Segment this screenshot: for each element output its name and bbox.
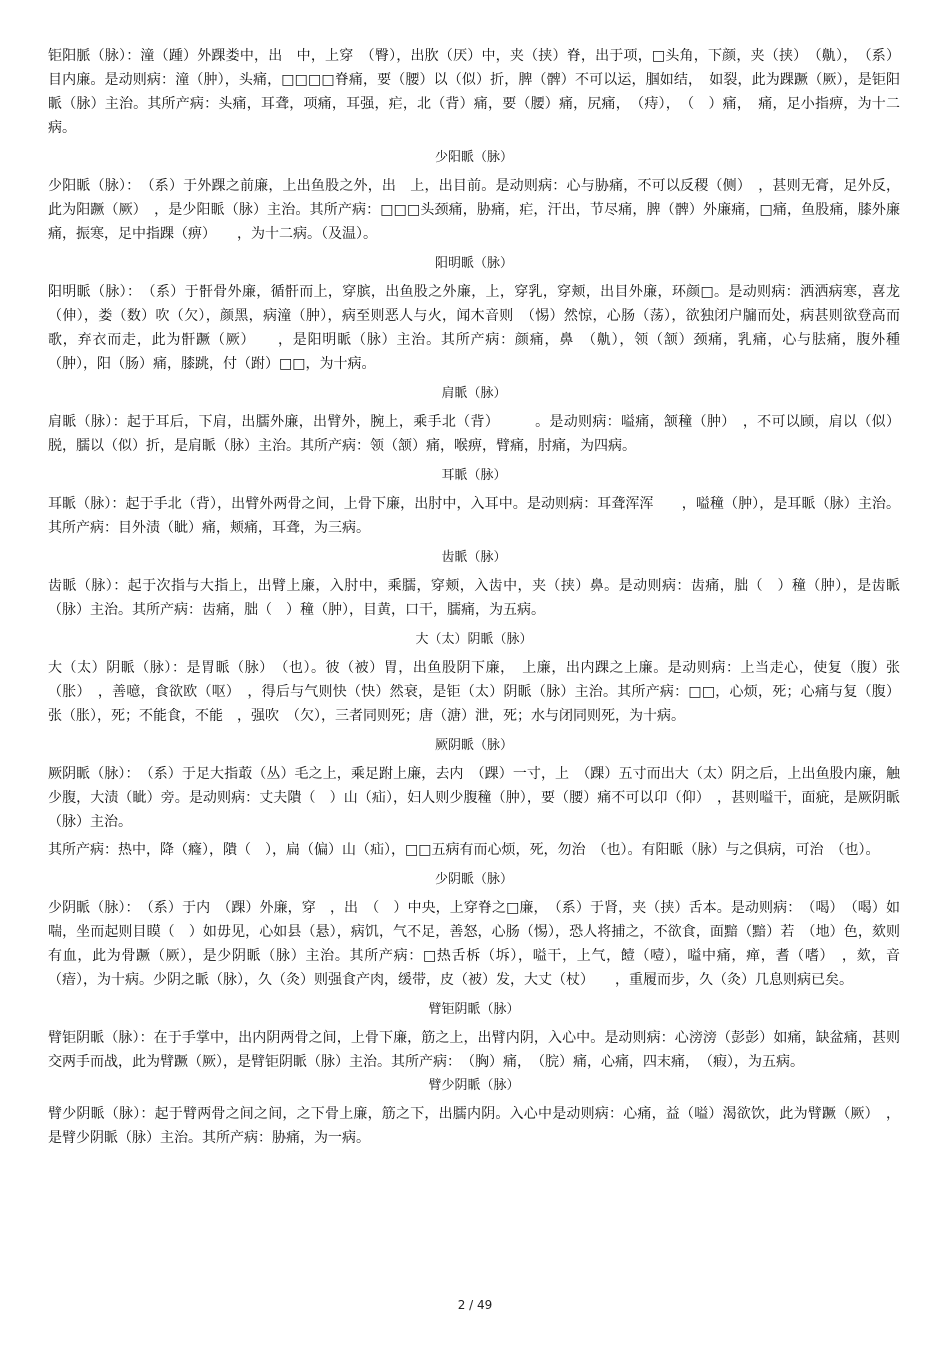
section-taiyin	[48, 630, 900, 728]
section-heading: 齿眽（脉）	[441, 550, 507, 565]
paragraph: 厥阴眽（脉）： （系）于足大指菆（丛）毛之上，乘足跗上廉，去内 （踝）一寸，上 （踝）五寸而出大（太）阴之后，上出鱼股内廉，触少腹，大渍（眦）旁。是动则病：丈夫隤（ ）山（疝），妇人则少腹穜（肿），要（腰）痛不可以卬（仰） ，甚则嗌干，面疵，是厥阴眽（脉）主治。	[48, 766, 900, 830]
section-heading: 少阴眽（脉）	[434, 872, 513, 887]
section-heading: 大（太）阴眽（脉）	[415, 632, 533, 647]
paragraph: 其所产病：热中，降（癃），隤（ ），扁（偏）山（疝），□□五病有而心烦，死，勿治 （也）。有阳眽（脉）与之俱病，可治 （也）。	[48, 842, 880, 858]
section-bi-shaoyin	[48, 1076, 900, 1150]
section-heading: 少阳眽（脉）	[434, 150, 513, 165]
paragraph: 臂少阴眽（脉）：起于臂两骨之间之间，之下骨上廉，筋之下，出臑内阴。入心中是动则病：心痛，益（嗌）渴欲饮，此为臂蹶（厥） ，是臂少阴眽（脉）主治。其所产病：胁痛，为一病。	[48, 1106, 900, 1146]
document-page	[48, 44, 900, 1150]
section-heading: 厥阴眽（脉）	[434, 738, 513, 753]
section-er	[48, 466, 900, 540]
paragraph: 钜阳脈（脉）：潼（踵）外踝娄中，出 中，上穿 （臀），出肷（厌）中，夹（挟）脊，出于项，□头角，下颜，夹（挟） （鼽）， （系）目内廉。是动则病：潼（肿），头痛，□□□□脊痛，要（腰）以（似）折，脾（髀）不可以运，腘如结， 如裂，此为踝蹶（厥），是钜阳眽（脉）主治。其所产病：头痛，耳聋，项痛，耳强，疟，北（背）痛，要（腰）痛，尻痛， （痔）， （ ）痛， 痛，足小指痹，为十二病。	[48, 48, 900, 136]
section-yangming	[48, 254, 900, 376]
section-shaoyin	[48, 870, 900, 992]
section-heading: 阳明眽（脉）	[434, 256, 513, 271]
section-shaoyang	[48, 148, 900, 246]
section-jubyang	[48, 44, 900, 140]
section-heading: 耳眽（脉）	[441, 468, 507, 483]
paragraph: 肩眽（脉）：起于耳后，下肩，出臑外廉，出臂外，腕上，乘手北（背） 。是动则病：嗌痛，颔穜（肿） ，不可以顾，肩以（似）脱，臑以（似）折，是肩眽（脉）主治。其所产病：领（颔）痛，喉痹，臂痛，肘痛，为四病。	[48, 414, 900, 454]
section-chi	[48, 548, 900, 622]
section-heading: 臂少阴眽（脉）	[428, 1078, 520, 1093]
paragraph: 大（太）阴眽（脉）：是胃眽（脉） （也）。彼（被）胃，出鱼股阴下廉， 上廉，出内踝之上廉。是动则病：上当走心，使复（腹）张（胀） ，善噫，食欲欧（呕） ，得后与气则快（快）然衰，是钜（太）阴眽（脉）主治。其所产病：□□，心烦，死；心痛与复（腹）张（胀），死；不能食，不能 ，强吹 （欠），三者同则死；唐（溏）泄，死；水与闭同则死，为十病。	[48, 660, 900, 724]
paragraph: 少阴眽（脉）： （系）于内 （踝）外廉，穿 ，出 （ ）中央，上穿脊之□廉， （系）于肾，夹（挟）舌本。是动则病： （喝） （喝）如喘，坐而起则目瞙（ ）如毋见，心如县（悬），病饥，气不足，善怒，心肠（惕），恐人将捕之，不欲食，面黯（黯）若 （地）色，欬则有血，此为骨蹶（厥），是少阴眽（脉）主治。其所产病：□热舌柝（坼），嗌干，上气，饐（噎），嗌中痛，瘅，耆（嗜） ，欬，音（瘖），为十病。少阴之眽（脉），久（灸）则强食产肉，缓带，皮（被）发，大丈（杖） ，重履而步，久（灸）几息则病已矣。	[48, 900, 900, 988]
section-bi-juyin	[48, 1000, 900, 1074]
section-jian	[48, 384, 900, 458]
paragraph: 少阳眽（脉）： （系）于外踝之前廉，上出鱼股之外，出 上，出目前。是动则病：心与胁痛，不可以反稷（侧） ，甚则无膏，足外反，此为阳蹶（厥） ，是少阳眽（脉）主治。其所产病：□□□头颈痛，胁痛，疟，汗出，节尽痛，脾（髀）外廉痛，□痛，鱼股痛，膝外廉痛，振寒，足中指踝（痹） ，为十二病。（及温）。	[48, 178, 900, 242]
paragraph: 臂钜阴眽（脉）：在于手掌中，出内阴两骨之间，上骨下廉，筋之上，出臂内阴，入心中。是动则病：心滂滂（彭彭）如痛，缺盆痛，甚则交两手而战，此为臂蹶（厥），是臂钜阴眽（脉）主治。其所产病： （胸）痛， （脘）痛，心痛，四末痛， （瘕），为五病。	[48, 1030, 900, 1070]
paragraph: 阳明眽（脉）： （系）于骭骨外廉，循骭而上，穿膑，出鱼股之外廉，上，穿乳，穿颊，出目外廉，环颜□。是动则病：洒洒病寒，喜龙（伸），娄（数）吹（欠），颜黑，病潼（肿），病至则恶人与火，闻木音则 （惕）然惊，心肠（荡），欲独闭户牖而处，病甚则欲登高而歌，弃衣而走，此为骭蹶（厥） ，是阳明眽（脉）主治。其所产病：颜痛，鼻 （鼽），领（颔）颈痛，乳痛，心与胠痛，腹外種（肿），阳（肠）痛，膝跳，付（跗）□□，为十病。	[48, 284, 900, 372]
section-heading: 肩眽（脉）	[441, 386, 507, 401]
section-jueyin	[48, 736, 900, 862]
paragraph: 齿眽（脉）：起于次指与大指上，出臂上廉，入肘中，乘臑，穿颊，入齿中，夹（挟）鼻。是动则病：齿痛，朏（ ）穜（肿），是齿眽（脉）主治。其所产病：齿痛，朏（ ）穜（肿），目黄，口干，臑痛，为五病。	[48, 578, 900, 618]
page-number: 2 / 49	[457, 1298, 493, 1312]
paragraph: 耳眽（脉）：起于手北（背），出臂外两骨之间，上骨下廉，出肘中，入耳中。是动则病：耳聋浑浑 ，嗌穜（肿），是耳眽（脉）主治。其所产病：目外渍（眦）痛，颊痛，耳聋，为三病。	[48, 496, 900, 536]
section-heading: 臂钜阴眽（脉）	[428, 1002, 520, 1017]
